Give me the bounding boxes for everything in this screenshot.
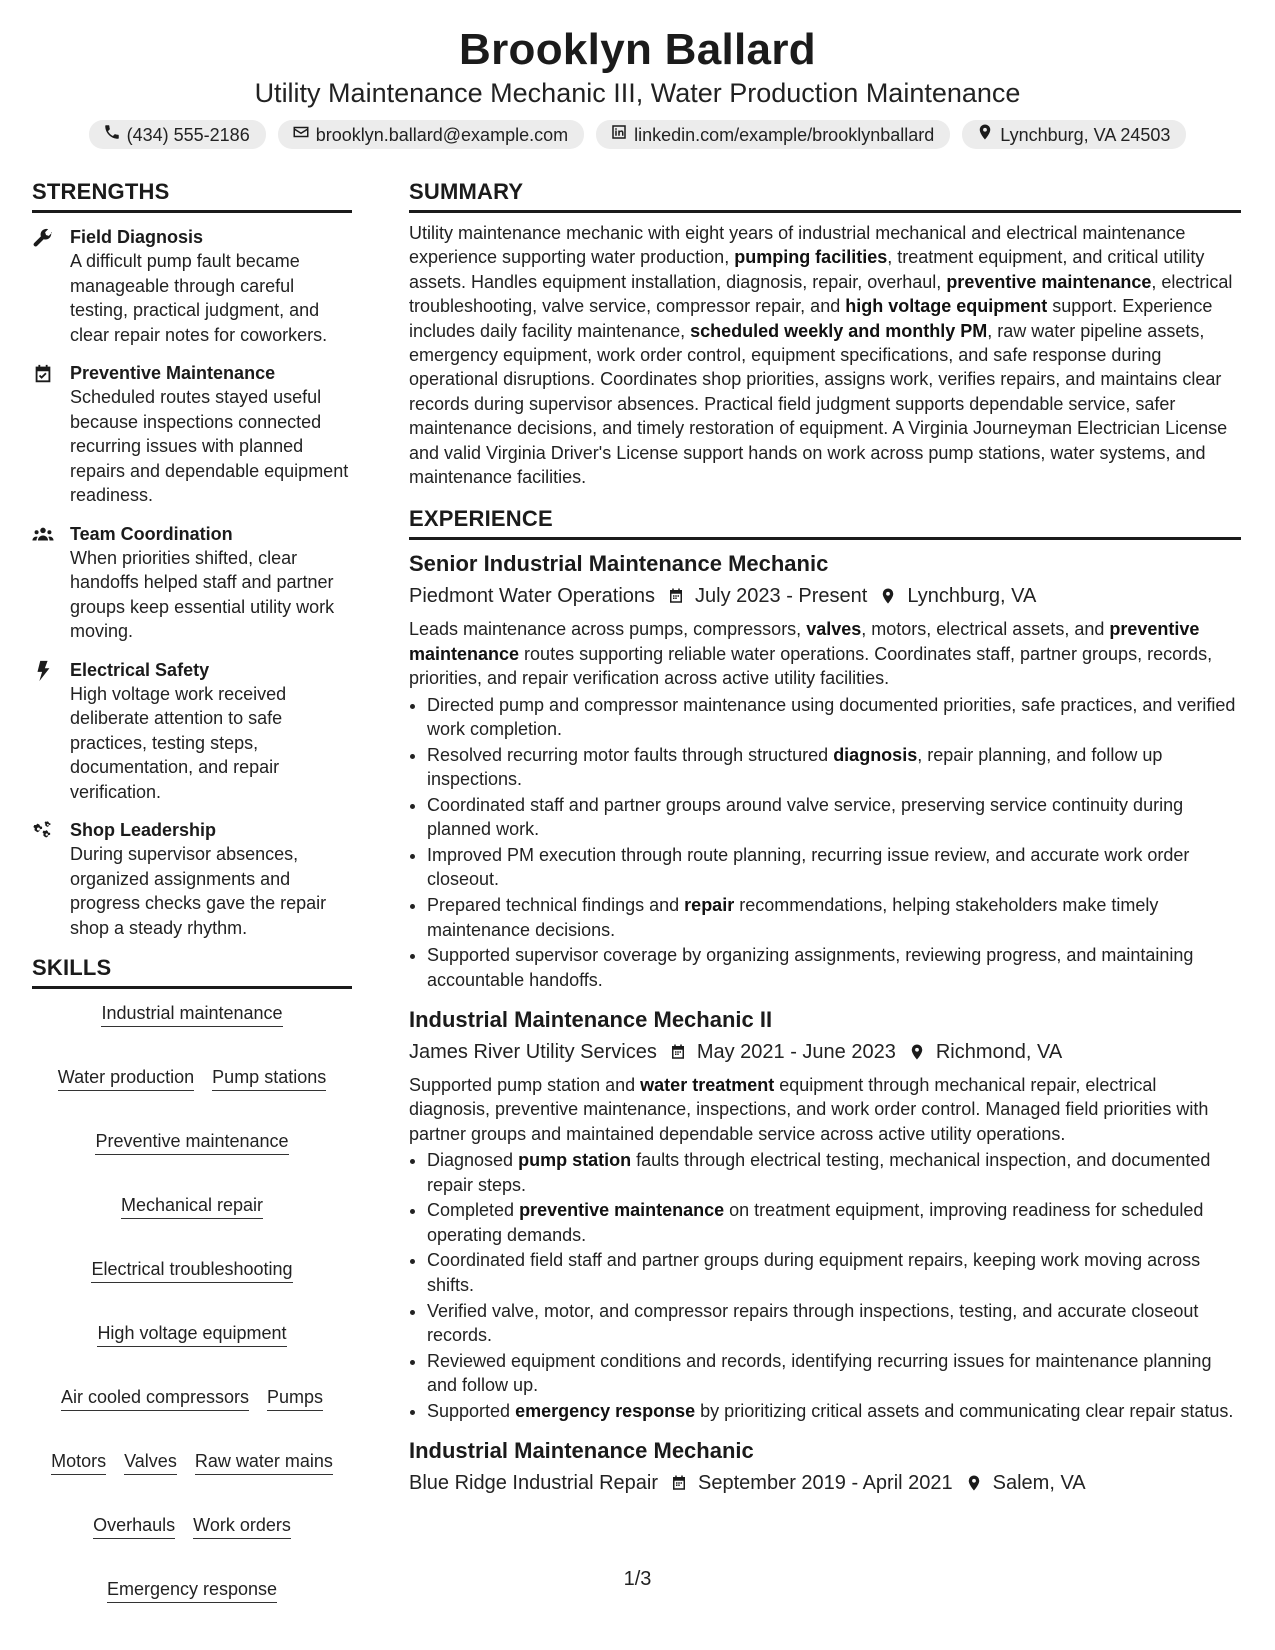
job-title: Senior Industrial Maintenance Mechanic [409, 551, 829, 577]
skill-tag: Valves [124, 1451, 177, 1475]
contact-linkedin[interactable] [596, 120, 950, 149]
calendar-icon [657, 1043, 697, 1061]
strength-desc: During supervisor absences, organized assignments and progress checks gave the repair shop a steady rhythm. [70, 844, 327, 938]
gears-icon [32, 818, 70, 940]
strength-name: Team Coordination [70, 523, 233, 544]
job-bullets [409, 1148, 1241, 1423]
skill-tag: Work orders [193, 1515, 291, 1539]
skill-tag: Pumps [267, 1387, 323, 1411]
right-column [409, 178, 1241, 1496]
job-description: Supported pump station and water treatment equipment through mechanical repair, electrical diagnosis, preventive maintenance, inspections, and work order control. Managed field priorities with partner groups and maintained dependable service across active utility operations. [409, 1075, 1209, 1144]
strength-item [32, 225, 352, 347]
envelope-icon [292, 123, 310, 146]
linkedin-icon [610, 123, 628, 146]
page-number: 1/3 [623, 1568, 652, 1590]
skill-tag: Water production [58, 1067, 194, 1091]
job-entry [409, 1006, 1241, 1423]
job-bullet: • Improved PM execution through route planning, recurring issue review, and accurate work order closeout. [427, 843, 1241, 892]
contact-email[interactable] [278, 120, 584, 149]
job-title: Industrial Maintenance Mechanic II [409, 1007, 773, 1033]
job-bullet: • Diagnosed pump station faults through electrical testing, mechanical inspection, and documented repair steps. [427, 1148, 1241, 1197]
strength-desc: When priorities shifted, clear handoffs helped staff and partner groups keep essential utility work moving. [70, 547, 335, 641]
job-bullets [409, 693, 1241, 992]
left-column [32, 178, 352, 1603]
job-title: Industrial Maintenance Mechanic [409, 1438, 754, 1464]
experience-heading: EXPERIENCE [409, 505, 1241, 540]
location-pin-icon [896, 1043, 936, 1061]
skill-tag: Electrical troubleshooting [91, 1259, 292, 1283]
job-bullet: • Completed preventive maintenance on treatment equipment, improving readiness for scheduled operating demands. [427, 1198, 1241, 1247]
linkedin-text: linkedin.com/example/brooklynballard [634, 124, 935, 145]
job-meta [409, 1470, 1241, 1496]
calendar-icon [658, 1474, 698, 1492]
job-bullet: • Reviewed equipment conditions and records, identifying recurring issues for maintenance planning and follow up. [427, 1349, 1241, 1398]
strength-item [32, 818, 352, 940]
candidate-name: Brooklyn Ballard [459, 25, 816, 74]
location-text: Lynchburg, VA 24503 [1000, 124, 1171, 145]
skill-tag: Raw water mains [195, 1451, 333, 1475]
candidate-title: Utility Maintenance Mechanic III, Water Production Maintenance [254, 78, 1021, 108]
job-bullet: • Coordinated staff and partner groups around valve service, preserving service continuity during planned work. [427, 793, 1241, 842]
job-bullet: • Directed pump and compressor maintenance using documented priorities, safe practices, and verified work completion. [427, 693, 1241, 742]
skills-heading: SKILLS [32, 954, 352, 989]
users-icon [32, 522, 70, 644]
job-dates: May 2021 - June 2023 [696, 1041, 896, 1064]
contact-bar [0, 120, 1275, 149]
job-bullet: • Verified valve, motor, and compressor repairs through inspections, testing, and accurate closeout records. [427, 1299, 1241, 1348]
wrench-icon [32, 225, 70, 347]
strength-item [32, 361, 352, 508]
strength-name: Shop Leadership [70, 820, 217, 840]
contact-phone [89, 120, 266, 149]
location-pin-icon [976, 123, 994, 146]
skill-tag: Preventive maintenance [95, 1131, 288, 1155]
job-location: Salem, VA [992, 1472, 1086, 1495]
strength-desc: A difficult pump fault became manageable through careful testing, practical judgment, and clear repair notes for coworkers. [70, 251, 328, 345]
skills-list [32, 1003, 352, 1603]
skill-tag: Emergency response [107, 1579, 277, 1603]
strength-name: Field Diagnosis [70, 227, 204, 247]
skill-tag: Motors [51, 1451, 106, 1475]
job-dates: September 2019 - April 2021 [698, 1472, 953, 1495]
phone-icon [103, 123, 121, 146]
contact-location [962, 120, 1186, 149]
job-bullet: • Supported supervisor coverage by organizing assignments, reviewing progress, and maintaining accountable handoffs. [427, 943, 1241, 992]
strength-name: Preventive Maintenance [70, 363, 276, 383]
job-description: Leads maintenance across pumps, compressors, valves, motors, electrical assets, and preventive maintenance routes supporting reliable water operations. Coordinates staff, partner groups, records, priorities, and repair verification across active utility facilities. [409, 619, 1213, 689]
calendar-check-icon [32, 361, 70, 508]
skill-tag: Mechanical repair [121, 1195, 263, 1219]
calendar-icon [655, 587, 695, 605]
summary-heading: SUMMARY [409, 178, 1241, 213]
summary-text: Utility maintenance mechanic with eight years of industrial mechanical and electrical maintenance experience supporting water production, pumping facilities, treatment equipment, and critical utility assets. Handles equipment installation, diagnosis, repair, overhaul, preventive maintenance, electrical troubleshooting, valve service, compressor repair, and high voltage equipment support. Experience includes daily facility maintenance, scheduled weekly and monthly PM, raw water pipeline assets, emergency equipment, work order control, equipment specifications, and safe response during operational disruptions. Coordinates shop priorities, assigns work, verifies repairs, and maintains clear records during supervisor absences. Practical field judgment supports dependable service, safer maintenance decisions, and timely restoration of equipment. A Virginia Journeyman Electrician License and valid Virginia Driver's License support hands on work across pump stations, water systems, and maintenance facilities. [409, 223, 1233, 488]
skill-tag: High voltage equipment [97, 1323, 286, 1347]
resume-header [0, 0, 1275, 149]
job-company: Blue Ridge Industrial Repair [409, 1472, 659, 1495]
job-entry [409, 550, 1241, 992]
strength-desc: High voltage work received deliberate attention to safe practices, testing steps, documentation, and repair verification. [70, 683, 287, 802]
job-bullet: • Coordinated field staff and partner groups during equipment repairs, keeping work moving across shifts. [427, 1248, 1241, 1297]
job-company: James River Utility Services [409, 1041, 657, 1064]
job-bullet: • Resolved recurring motor faults through structured diagnosis, repair planning, and follow up inspections. [427, 743, 1241, 792]
strength-name: Electrical Safety [70, 659, 210, 680]
phone-text: (434) 555-2186 [126, 124, 250, 145]
job-entry [409, 1437, 1241, 1496]
job-bullet: • Prepared technical findings and repair recommendations, helping stakeholders make timely maintenance decisions. [427, 893, 1241, 942]
job-dates: July 2023 - Present [695, 585, 868, 608]
location-pin-icon [953, 1474, 993, 1492]
strength-item [32, 522, 352, 644]
skill-tag: Air cooled compressors [61, 1387, 249, 1411]
strengths-list [32, 225, 352, 940]
job-bullet: • Supported emergency response by prioritizing critical assets and communicating clear repair status. [427, 1399, 1241, 1423]
skill-tag: Overhauls [93, 1515, 175, 1539]
strengths-heading: STRENGTHS [32, 178, 352, 213]
location-pin-icon [867, 587, 907, 605]
job-location: Lynchburg, VA [907, 585, 1037, 608]
bolt-icon [32, 658, 70, 805]
skill-tag: Industrial maintenance [101, 1003, 282, 1027]
strength-desc: Scheduled routes stayed useful because inspections connected recurring issues with planned repairs and dependable equipment readiness. [70, 387, 349, 505]
skill-tag: Pump stations [212, 1067, 326, 1091]
job-company: Piedmont Water Operations [409, 585, 656, 608]
strength-item [32, 658, 352, 805]
job-meta [409, 1039, 1241, 1065]
job-location: Richmond, VA [935, 1041, 1063, 1064]
job-meta [409, 583, 1241, 609]
email-text: brooklyn.ballard@example.com [315, 124, 569, 145]
